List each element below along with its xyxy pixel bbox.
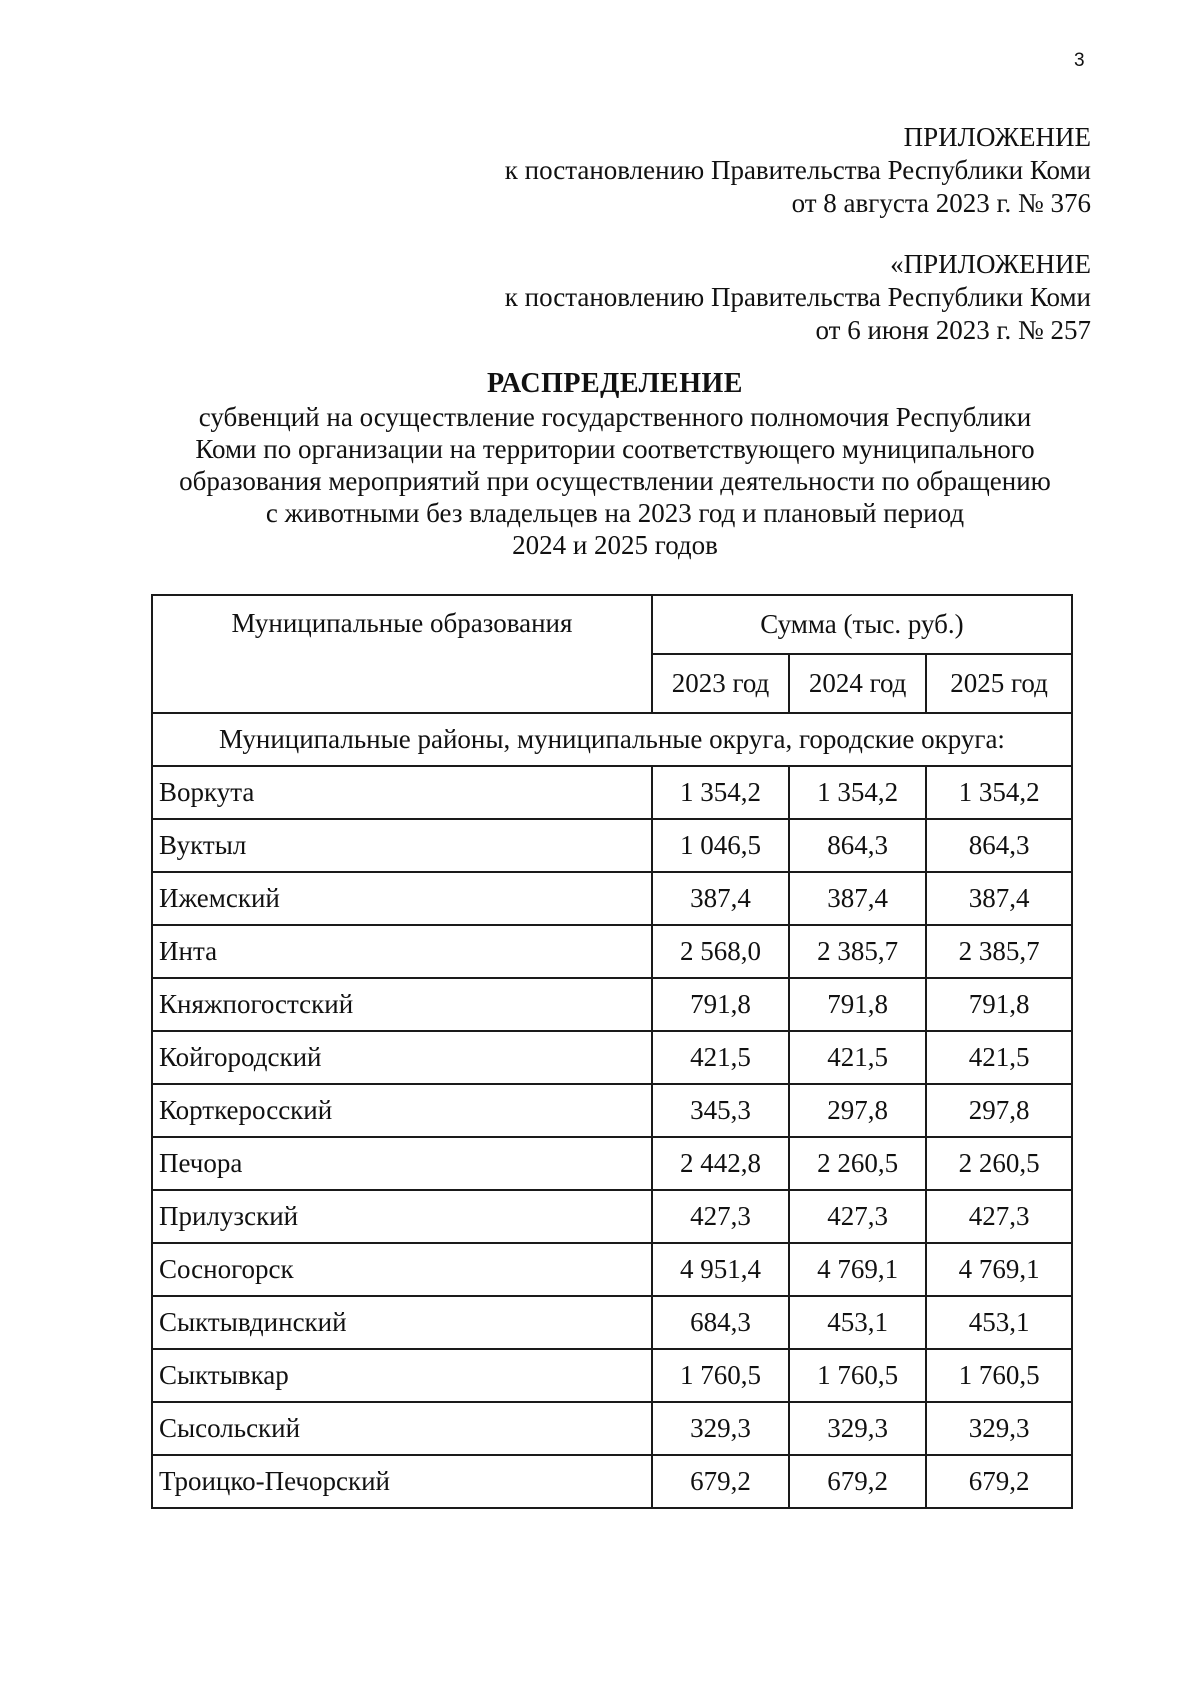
municipality-name: Корткеросский bbox=[152, 1084, 652, 1137]
value-2025: 864,3 bbox=[926, 819, 1072, 872]
table-row bbox=[152, 766, 1072, 819]
municipality-name: Печора bbox=[152, 1137, 652, 1190]
value-2025: 329,3 bbox=[926, 1402, 1072, 1455]
appendix-header-original bbox=[505, 248, 1091, 347]
value-2025: 679,2 bbox=[926, 1455, 1072, 1508]
value-2024: 329,3 bbox=[789, 1402, 926, 1455]
value-2024: 2 260,5 bbox=[789, 1137, 926, 1190]
appendix-reference: к постановлению Правительства Республики Коми bbox=[504, 155, 1091, 185]
value-2025: 4 769,1 bbox=[926, 1243, 1072, 1296]
value-2023: 1 354,2 bbox=[652, 766, 789, 819]
subtitle-line: с животными без владельцев на 2023 год и плановый период bbox=[265, 498, 965, 528]
value-2023: 421,5 bbox=[652, 1031, 789, 1084]
value-2023: 2 442,8 bbox=[652, 1137, 789, 1190]
value-2025: 2 260,5 bbox=[926, 1137, 1072, 1190]
value-2024: 427,3 bbox=[789, 1190, 926, 1243]
value-2025: 421,5 bbox=[926, 1031, 1072, 1084]
municipality-name: Сыктывкар bbox=[152, 1349, 652, 1402]
value-2025: 387,4 bbox=[926, 872, 1072, 925]
subtitle-line: Коми по организации на территории соответствующего муниципального bbox=[195, 434, 1035, 464]
allocation-table bbox=[151, 594, 1073, 1509]
value-2024: 791,8 bbox=[789, 978, 926, 1031]
value-2025: 453,1 bbox=[926, 1296, 1072, 1349]
value-2024: 1 354,2 bbox=[789, 766, 926, 819]
table-row bbox=[152, 819, 1072, 872]
appendix-date-number: от 6 июня 2023 г. № 257 bbox=[815, 315, 1091, 345]
table-row bbox=[152, 1243, 1072, 1296]
municipality-name: Сыктывдинский bbox=[152, 1296, 652, 1349]
appendix-heading: «ПРИЛОЖЕНИЕ bbox=[890, 249, 1091, 279]
table-row bbox=[152, 1190, 1072, 1243]
value-2024: 4 769,1 bbox=[789, 1243, 926, 1296]
section-row bbox=[152, 713, 1072, 766]
value-2023: 791,8 bbox=[652, 978, 789, 1031]
table-row bbox=[152, 1031, 1072, 1084]
document-title-block bbox=[140, 367, 1090, 561]
value-2023: 684,3 bbox=[652, 1296, 789, 1349]
value-2024: 421,5 bbox=[789, 1031, 926, 1084]
municipality-name: Вуктыл bbox=[152, 819, 652, 872]
appendix-header-current bbox=[505, 121, 1091, 220]
table-row bbox=[152, 925, 1072, 978]
table-row bbox=[152, 1084, 1072, 1137]
table-row bbox=[152, 872, 1072, 925]
appendix-reference: к постановлению Правительства Республики Коми bbox=[504, 282, 1091, 312]
table-row bbox=[152, 1455, 1072, 1508]
value-2024: 864,3 bbox=[789, 819, 926, 872]
subtitle-line: субвенций на осуществление государственного полномочия Республики bbox=[198, 402, 1032, 432]
value-2024: 387,4 bbox=[789, 872, 926, 925]
value-2023: 4 951,4 bbox=[652, 1243, 789, 1296]
value-2025: 791,8 bbox=[926, 978, 1072, 1031]
section-label: Муниципальные районы, муниципальные округа, городские округа: bbox=[152, 713, 1072, 766]
municipality-name: Инта bbox=[152, 925, 652, 978]
value-2025: 1 354,2 bbox=[926, 766, 1072, 819]
header-sum: Сумма (тыс. руб.) bbox=[652, 595, 1072, 654]
value-2025: 2 385,7 bbox=[926, 925, 1072, 978]
municipality-name: Троицко-Печорский bbox=[152, 1455, 652, 1508]
document-title: РАСПРЕДЕЛЕНИЕ bbox=[487, 368, 743, 399]
table-row bbox=[152, 1402, 1072, 1455]
value-2025: 297,8 bbox=[926, 1084, 1072, 1137]
page-number: 3 bbox=[1074, 50, 1085, 71]
subtitle-line: образования мероприятий при осуществлении деятельности по обращению bbox=[179, 466, 1051, 496]
value-2024: 297,8 bbox=[789, 1084, 926, 1137]
value-2023: 329,3 bbox=[652, 1402, 789, 1455]
municipality-name: Сысольский bbox=[152, 1402, 652, 1455]
subtitle-line: 2024 и 2025 годов bbox=[512, 530, 718, 560]
value-2025: 427,3 bbox=[926, 1190, 1072, 1243]
appendix-heading: ПРИЛОЖЕНИЕ bbox=[903, 122, 1091, 152]
table-row bbox=[152, 1137, 1072, 1190]
value-2024: 679,2 bbox=[789, 1455, 926, 1508]
value-2023: 1 760,5 bbox=[652, 1349, 789, 1402]
header-year-2023: 2023 год bbox=[652, 654, 789, 713]
value-2023: 2 568,0 bbox=[652, 925, 789, 978]
municipality-name: Ижемский bbox=[152, 872, 652, 925]
header-year-2025: 2025 год bbox=[926, 654, 1072, 713]
header-year-2024: 2024 год bbox=[789, 654, 926, 713]
value-2024: 1 760,5 bbox=[789, 1349, 926, 1402]
value-2025: 1 760,5 bbox=[926, 1349, 1072, 1402]
municipality-name: Сосногорск bbox=[152, 1243, 652, 1296]
value-2023: 387,4 bbox=[652, 872, 789, 925]
municipality-name: Воркута bbox=[152, 766, 652, 819]
municipality-name: Княжпогостский bbox=[152, 978, 652, 1031]
value-2024: 453,1 bbox=[789, 1296, 926, 1349]
value-2024: 2 385,7 bbox=[789, 925, 926, 978]
table-row bbox=[152, 1349, 1072, 1402]
value-2023: 1 046,5 bbox=[652, 819, 789, 872]
value-2023: 427,3 bbox=[652, 1190, 789, 1243]
header-municipalities: Муниципальные образования bbox=[152, 595, 652, 713]
table-row bbox=[152, 1296, 1072, 1349]
table-row bbox=[152, 978, 1072, 1031]
municipality-name: Койгородский bbox=[152, 1031, 652, 1084]
document-subtitle bbox=[140, 401, 1090, 561]
appendix-date-number: от 8 августа 2023 г. № 376 bbox=[791, 188, 1091, 218]
value-2023: 679,2 bbox=[652, 1455, 789, 1508]
municipality-name: Прилузский bbox=[152, 1190, 652, 1243]
value-2023: 345,3 bbox=[652, 1084, 789, 1137]
